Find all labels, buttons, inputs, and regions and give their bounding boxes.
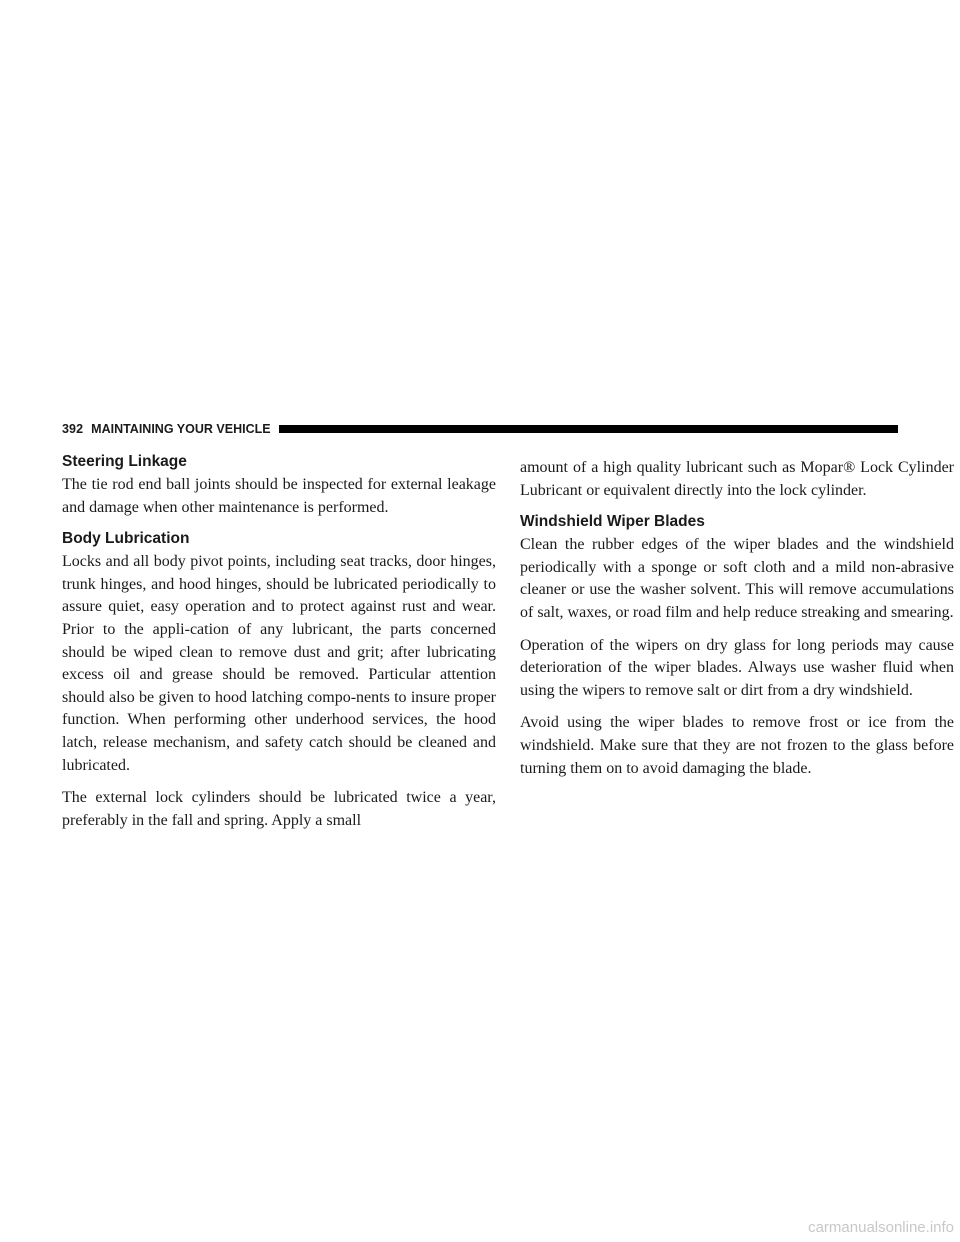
wiper-blades-paragraph-1: Clean the rubber edges of the wiper blades and the windshield periodically with a sponge or soft cloth and a mild non-abrasive cleaner or use the washer solvent. This will remove accumulations of salt, waxes, or road film and help reduce streaking and smearing. [520, 536, 954, 621]
lock-cylinder-paragraph: The external lock cylinders should be lubricated twice a year, preferably in the fall and spring. Apply a small [62, 789, 496, 829]
section-title: MAINTAINING YOUR VEHICLE [91, 422, 271, 436]
steering-linkage-paragraph: The tie rod end ball joints should be inspected for external leakage and damage when other maintenance is performed. [62, 476, 496, 516]
wiper-blades-paragraph-3: Avoid using the wiper blades to remove frost or ice from the windshield. Make sure that they are not frozen to the glass before turning them on to avoid damaging the blade. [520, 714, 954, 777]
left-column [62, 452, 496, 842]
body-lubrication-paragraph: Locks and all body pivot points, including seat tracks, door hinges, trunk hinges, and hood hinges, should be lubricated periodically to assure quiet, easy operation and to protect against rust and wear. Prior to the appli-cation of any lubricant, the parts concerned should be wiped clean to remove dust and grit; after lubricating excess oil and grease should be removed. Particular attention should also be given to hood latching compo-nents to insure proper function. When performing other underhood services, the hood latch, release mechanism, and safety catch should be cleaned and lubricated. [62, 553, 496, 774]
page-number: 392 [62, 422, 84, 436]
header-rule [279, 425, 898, 433]
right-column [520, 457, 954, 790]
page-header [62, 421, 898, 437]
lock-cylinder-paragraph-continued: amount of a high quality lubricant such as Mopar® Lock Cylinder Lubricant or equivalent directly into the lock cylinder. [520, 459, 954, 499]
body-lubrication-heading: Body Lubrication [62, 530, 190, 548]
wiper-blades-paragraph-2: Operation of the wipers on dry glass for long periods may cause deterioration of the wiper blades. Always use washer fluid when using the wipers to remove salt or dirt from a dry windshield. [520, 636, 954, 699]
steering-linkage-heading: Steering Linkage [62, 453, 187, 470]
watermark-link[interactable]: carmanualsonline.info [808, 1219, 954, 1236]
wiper-blades-heading: Windshield Wiper Blades [520, 513, 705, 531]
